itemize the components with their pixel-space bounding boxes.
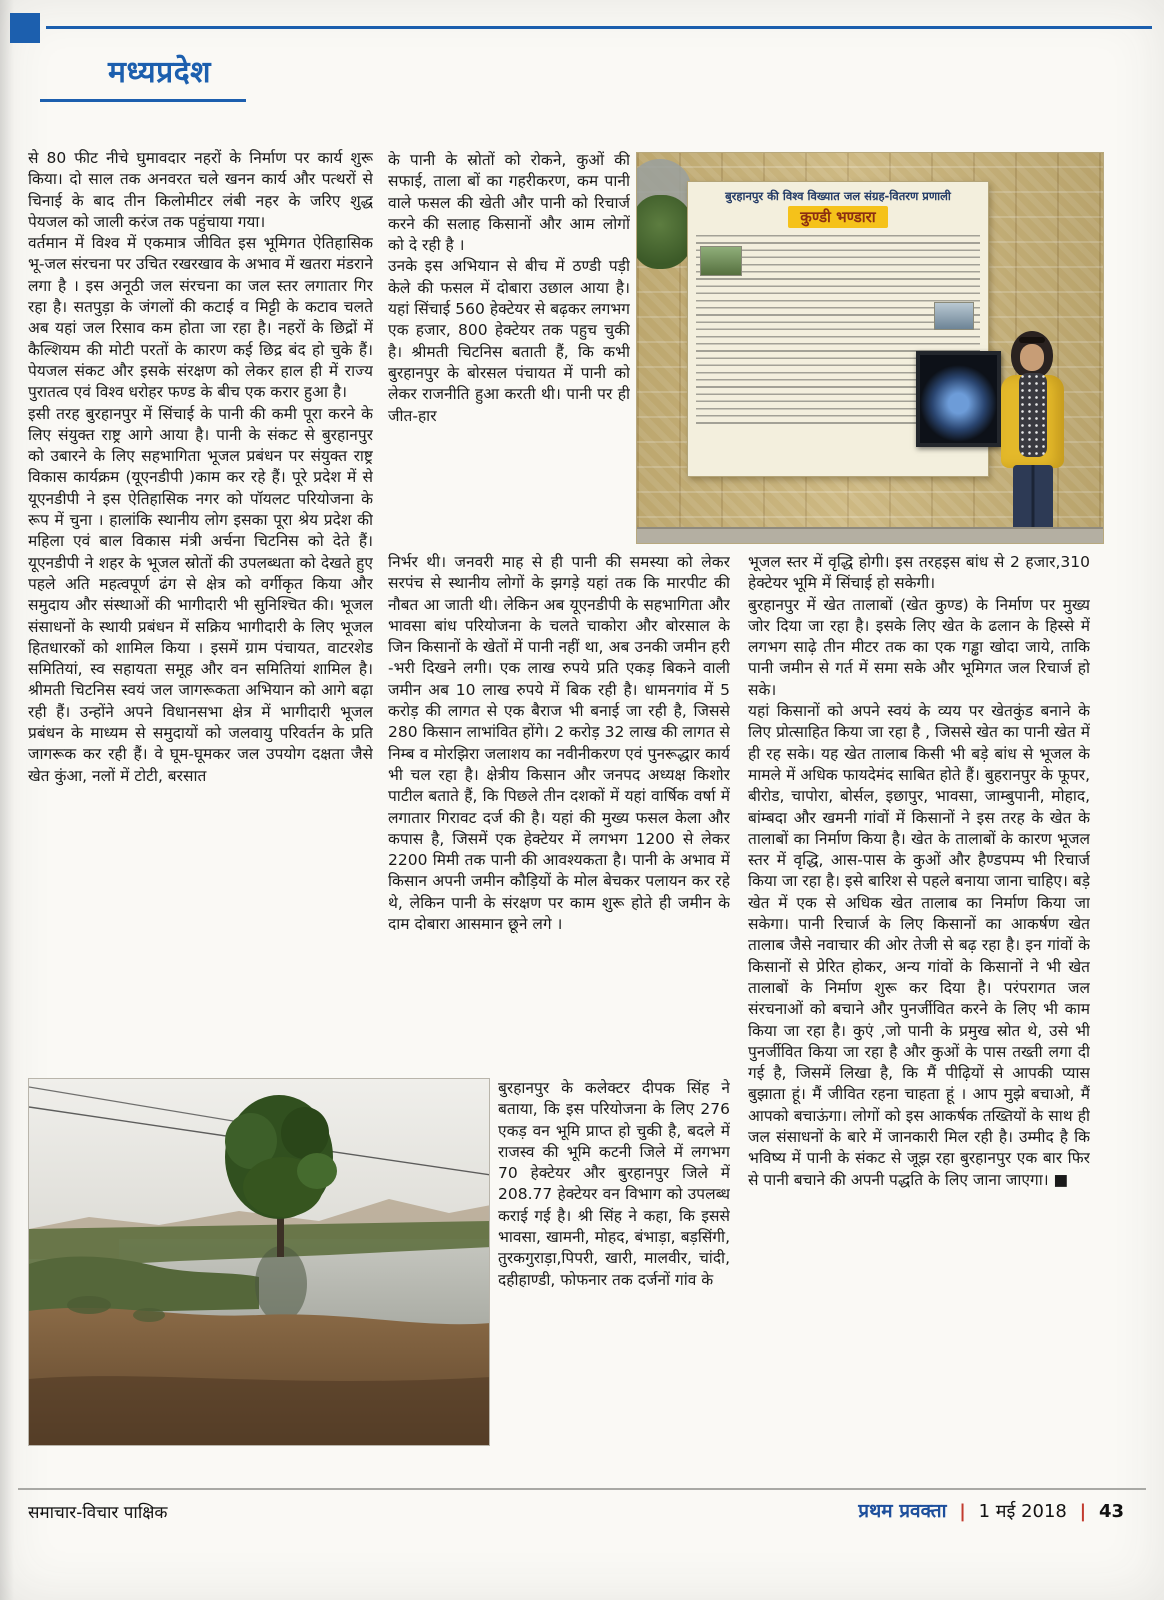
poster-inset-photo	[934, 302, 974, 330]
column-2-upper	[388, 150, 630, 550]
standing-woman	[993, 331, 1073, 544]
page-number: 43	[1098, 1501, 1124, 1522]
section-title: मध्यप्रदेश	[108, 55, 212, 90]
column-2-middle	[388, 552, 730, 1076]
poster-heading: बुरहानपुर की विश्व विख्यात जल संग्रह-वितरण प्रणाली	[725, 189, 951, 203]
tree-reflection	[255, 1246, 307, 1322]
column-3	[748, 552, 1090, 1458]
footer-separator: |	[1079, 1501, 1087, 1522]
footer-tagline: समाचार-विचार पाक्षिक	[28, 1503, 168, 1523]
issue-date: 1 मई 2018	[978, 1501, 1067, 1522]
paragraph: के पानी के स्रोतों को रोकने, कुओं की सफाई, ताला बों का गहरीकरण, कम पानी वाले फसल की खेती और पानी को रिचार्ज करने की सलाह किसानों और आम लोगों को दे रही है ।	[388, 151, 630, 255]
landscape-photo	[28, 1078, 490, 1446]
paragraph: बुरहानपुर में खेत तालाबों (खेत कुण्ड) के निर्माण पर मुख्य जोर दिया जा रहा है। इसके लिए खेत के ढलान के हिस्से में लगभग साढ़े तीन मीटर तक का एक गड्ढा खोदा जाये, ताकि पानी जमीन से गर्त में समा सके और भूमिगत जल रिचार्ज हो सके।	[748, 595, 1090, 699]
shrub	[67, 1296, 111, 1314]
photo-kundi-bhandara-display	[636, 152, 1104, 544]
top-rule	[46, 26, 1152, 29]
footer-rule	[18, 1488, 1146, 1490]
woman-sunglasses	[1019, 337, 1045, 343]
poster-title: कुण्डी भण्डारा	[788, 206, 887, 228]
framed-well-photo	[916, 351, 1001, 447]
paragraph: इसी तरह बुरहानपुर में सिंचाई के पानी की कमी पूरा करने के लिए संयुक्त राष्ट्र आगे आया है। पानी के संकट से बुरहानपुर को उबारने के लिए सहभागिता भूजल प्रबंधन पर संयुक्त राष्ट्र विकास कार्यक्रम (यूएनडीपी )काम कर रहे हैं। पूरे प्रदेश में से यूएनडीपी ने इस ऐतिहासिक नगर को पॉयलट परियोजना के रूप में चुना । हालांकि स्थानीय लोग इसका पूरा श्रेय प्रदेश की महिला एवं बाल विकास मंत्री अर्चना चिटनिस को देते हैं। यूएनडीपी ने शहर के भूजल स्रोतों की उपलब्धता को देखते हुए पहले अति महत्वपूर्ण ढंग से क्षेत्र को वर्गीकृत किया और समुदाय और संस्थाओं की भागीदारी भी सुनिश्चित की। भूजल संसाधनों के स्थायी प्रबंधन में सक्रिय भागीदारी के लिए भूजल हितधारकों को शामिल किया । इसमें ग्राम पंचायत, वाटरशेड समितियां, स्व सहायता समूह और वन समितियां शामिल है। श्रीमती चिटनिस स्वयं जल जागरूकता अभियान को आगे बढ़ा रही हैं। उन्होंने अपने विधानसभा क्षेत्र में भागीदारी भूजल प्रबंधन के माध्यम से समुदायों को जलवायु परिवर्तन के प्रति जागरूक कर रही हैं। वे घूम-घूमकर जल उपयोग दक्षता जैसे खेत कुंआ, नलों में टोटी, बरसात	[28, 404, 373, 785]
woman-jeans	[1013, 465, 1053, 533]
landscape-illustration	[29, 1079, 490, 1446]
foreground-shadow	[29, 1376, 490, 1446]
poster-title-row	[696, 206, 980, 228]
section-title-underline	[40, 99, 246, 102]
well-glow	[920, 355, 997, 443]
poster-inset-photo	[700, 246, 742, 276]
floor-strip	[637, 527, 1103, 543]
shrub	[133, 1308, 165, 1322]
woman-scarf	[1019, 373, 1047, 457]
paragraph: बुरहानपुर के कलेक्टर दीपक सिंह ने बताया, कि इस परियोजना के लिए 276 एकड़ वन भूमि प्राप्त हो चुकी है, बदले में राजस्व की भूमि कटनी जिले में लगभग 70 हेक्टेयर और बुरहानपुर जिले में 208.77 हेक्टेयर वन विभाग को उपलब्ध कराई गई है। श्री सिंह ने कहा, कि इससे भावसा, खामनी, मोहद, बंभाड़ा, बड़सिंगी, तुरकगुराड़ा,पिपरी, खारी, मालवीर, चांदी, दहीहाण्डी, फोफनार तक दर्जनों गांव के	[498, 1079, 730, 1289]
paragraph: निर्भर थी। जनवरी माह से ही पानी की समस्या को लेकर सरपंच से स्थानीय लोगों के झगड़े यहां तक कि मारपीट की नौबत आ जाती थी। लेकिन अब यूएनडीपी के सहभागिता और भावसा बांध परियोजना के चलते चाकोरा और बोरसाल के जिन किसानों के खेतों में पानी नहीं था, अब उनकी जमीन हरी -भरी दिखने लगी। एक लाख रुपये प्रति एकड़ बिकने वाली जमीन अब 10 लाख रुपये में बिक रही है। धामनगांव में 5 करोड़ की लागत से एक बैराज भी बनाई जा रही है, जिससे 280 किसान लाभांवित होंगे। 2 करोड़ 32 लाख की लागत से निम्ब व मोरझिरा जलाशय का नवीनीकरण एवं पुनरूद्धार कार्य भी चल रहा है। क्षेत्रीय किसान और जनपद अध्यक्ष किशोर पाटील बताते हैं, कि पिछले तीन दशकों में यहां वार्षिक वर्षा में लगातार गिरावट दर्ज की है। यहां की मुख्य फसल केला और कपास है, जिसमें एक हेक्टेयर में लगभग 1200 से लेकर 2200 मिमी तक पानी की आवश्यकता है। पानी के अभाव में किसान अपनी जमीन कौड़ियों के मोल बेचकर पलायन कर रहे थे, लेकिन पानी के संरक्षण पर काम शुरू होते ही जमीन के दाम दोबारा आसमान छूने लगे ।	[388, 553, 730, 934]
paragraph: से 80 फीट नीचे घुमावदार नहरों के निर्माण पर कार्य शुरू किया। दो साल तक अनवरत चले खनन कार्य और पत्थरों से चिनाई के बाद तीन किलोमीटर लंबी नहर के जरिए शुद्ध पेयजल को जाली करंज तक पहुंचाया गया।	[28, 149, 373, 231]
footer-separator: |	[959, 1501, 966, 1522]
corner-accent-square	[10, 13, 40, 43]
column-2-lower	[498, 1078, 730, 1466]
paragraph: यहां किसानों को अपने स्वयं के व्यय पर खेतकुंड बनाने के लिए प्रोत्साहित किया जा रहा है , जिससे खेत का पानी खेत में ही रह सके। यह खेत तालाब किसी भी बड़े बांध से भूजल के मामले में अधिक फायदेमंद साबित होते हैं। बुहरानपुर के फूपर, बीरोड, चापोरा, बोर्सल, इछापुर, भावसा, जाम्बुपानी, मोहाद, बांम्बदा और खमनी गांवों में किसानों ने इस तरह के खेत के तालाबों का निर्माण किया है। खेत के तालाबों के कारण भूजल स्तर में वृद्धि, आस-पास के कुओं और हैण्डपम्प भी रिचार्ज किया जा रहा है। इसे बारिश से पहले बनाया जाना चाहिए। बड़े खेत में एक से अधिक खेत तालाब का निर्माण किया जा सकेगा। पानी रिचार्ज के लिए किसानों का आकर्षण खेत तालाब जैसे नवाचार की ओर तेजी से बढ़ रहा है। इन गांवों के किसानों से प्रेरित होकर, अन्य गांवों के किसानों ने भी खेत तालाबों के निर्माण शुरू कर दिया है। परंपरागत जल संरचनाओं को बचाने और पुनर्जीवित करने के लिए भी काम किया जा रहा है। कुएं ,जो पानी के प्रमुख स्रोत थे, उसे भी पुनर्जीवित किया जा रहा है और कुओं के पास तख्ती लगा दी गई है, जिसमें लिखा है, कि मैं पीढ़ियों से आपकी प्यास बुझाता हूं। मैं जीवित रहना चाहता हूं । आप मुझे बचाओ, मैं आपको बचाऊंगा। लोगों को इस आकर्षक तख्तियों के साथ ही जल संसाधनों के बारे में जानकारी मिल रही है। उम्मीद है कि भविष्य में पानी के संकट से जूझ रहा बुरहानपुर एक बार फिर से पानी बचाने की अपनी पद्धति के लिए जाना जाएगा। ■	[748, 702, 1090, 1189]
paragraph: भूजल स्तर में वृद्धि होगी। इस तरहइस बांध से 2 हजार,310 हेक्टेयर भूमि में सिंचाई हो सकेगी।	[748, 553, 1090, 593]
magazine-name: प्रथम प्रवक्ता	[858, 1500, 947, 1522]
column-1	[28, 148, 373, 1066]
scan-edge-shade	[0, 0, 14, 1600]
paragraph: वर्तमान में विश्व में एकमात्र जीवित इस भूमिगत ऐतिहासिक भू-जल संरचना पर उचित रखरखाव के अभाव में खतरा मंडराने लगा है । इस अनूठी जल संरचना का जल स्तर लगातार गिर रहा है। सतपुड़ा के जंगलों की कटाई व मिट्टी के कटाव चलते अब यहां जल रिसाव कम होता जा रहा है। नहरों के छिद्रों में कैल्शियम की मोटी परतों के कारण कई छिद्र बंद हो चुके हैं। पेयजल संकट और इसके संरक्षण को लेकर हाल ही में राज्य पुरातत्व एवं विश्व धरोहर फण्ड के बीच एक करार हुआ है।	[28, 234, 373, 402]
woman-face	[1020, 344, 1044, 371]
paragraph: उनके इस अभियान से बीच में ठण्डी पड़ी केले की फसल में दोबारा उछाल आया है। यहां सिंचाई 560 हेक्टेयर से बढ़कर लगभग एक हजार, 800 हेक्टेयर तक पहुच चुकी है। श्रीमती चिटनिस बताती हैं, कि कभी बुरहानपुर के बोरसल पंचायत में पानी को लेकर राजनीति हुआ करती थी। पानी पर ही जीत-हार	[388, 257, 630, 425]
footer-masthead	[858, 1497, 1124, 1523]
